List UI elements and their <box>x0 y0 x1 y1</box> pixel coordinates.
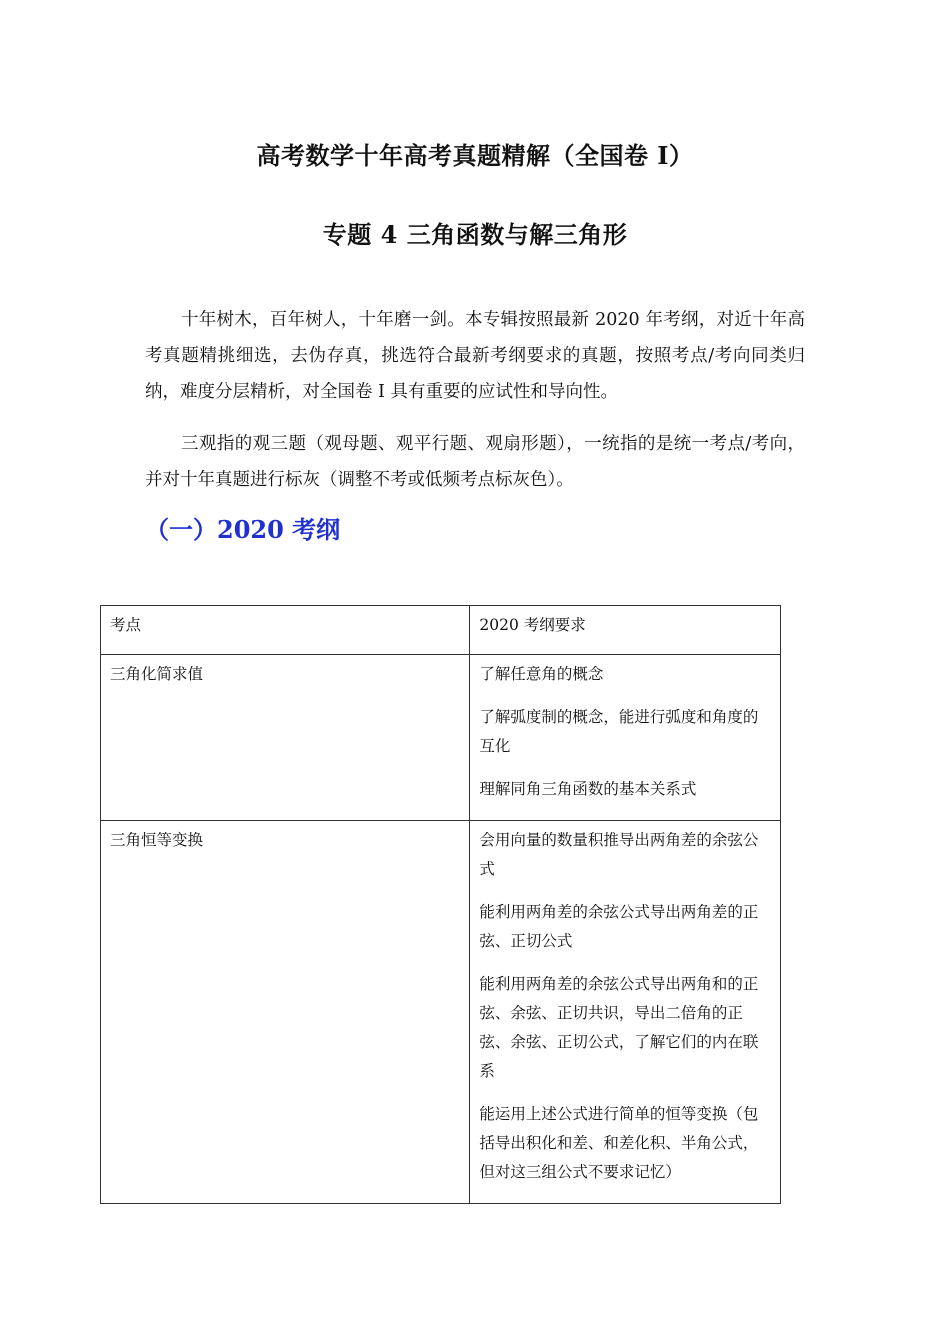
requirement-item: 会用向量的数量积推导出两角差的余弦公式 <box>479 831 759 878</box>
table-header-topic: 考点 <box>101 606 470 655</box>
requirement-item: 理解同角三角函数的基本关系式 <box>479 780 697 798</box>
table-row <box>101 655 781 821</box>
table-cell-topic: 三角恒等变换 <box>101 821 470 1204</box>
requirement-item: 能运用上述公式进行简单的恒等变换（包括导出积化和差、和差化积、半角公式，但对这三组公式不要求记忆） <box>479 1105 759 1181</box>
requirement-item: 了解任意角的概念 <box>479 665 604 683</box>
table-row <box>101 821 781 1204</box>
table-header-requirements: 2020 考纲要求 <box>470 606 781 655</box>
section-heading: （一）2020 考纲 <box>145 515 341 544</box>
intro-paragraph: 十年树木，百年树人，十年磨一剑。本专辑按照最新 2020 年考纲，对近十年高考真题精挑细选，去伪存真，挑选符合最新考纲要求的真题，按照考点/考向同类归纳，难度分层精析，对全国卷 I 具有重要的应试性和导向性。 <box>145 309 805 402</box>
syllabus-table <box>100 605 781 1204</box>
table-header-row <box>101 606 781 655</box>
table-cell-requirements <box>470 655 781 821</box>
intro-paragraph: 三观指的观三题（观母题、观平行题、观扇形题），一统指的是统一考点/考向，并对十年真题进行标灰（调整不考或低频考点标灰色）。 <box>145 433 805 490</box>
table-cell-requirements <box>470 821 781 1204</box>
requirement-item: 能利用两角差的余弦公式导出两角和的正弦、余弦、正切共识，导出二倍角的正弦、余弦、正切公式，了解它们的内在联系 <box>479 975 759 1080</box>
document-subtitle: 专题 4 三角函数与解三角形 <box>322 220 628 249</box>
table-cell-topic: 三角化简求值 <box>101 655 470 821</box>
requirement-item: 了解弧度制的概念，能进行弧度和角度的互化 <box>479 708 759 755</box>
requirement-item: 能利用两角差的余弦公式导出两角差的正弦、正切公式 <box>479 903 759 950</box>
document-title: 高考数学十年高考真题精解（全国卷 I） <box>256 141 694 170</box>
